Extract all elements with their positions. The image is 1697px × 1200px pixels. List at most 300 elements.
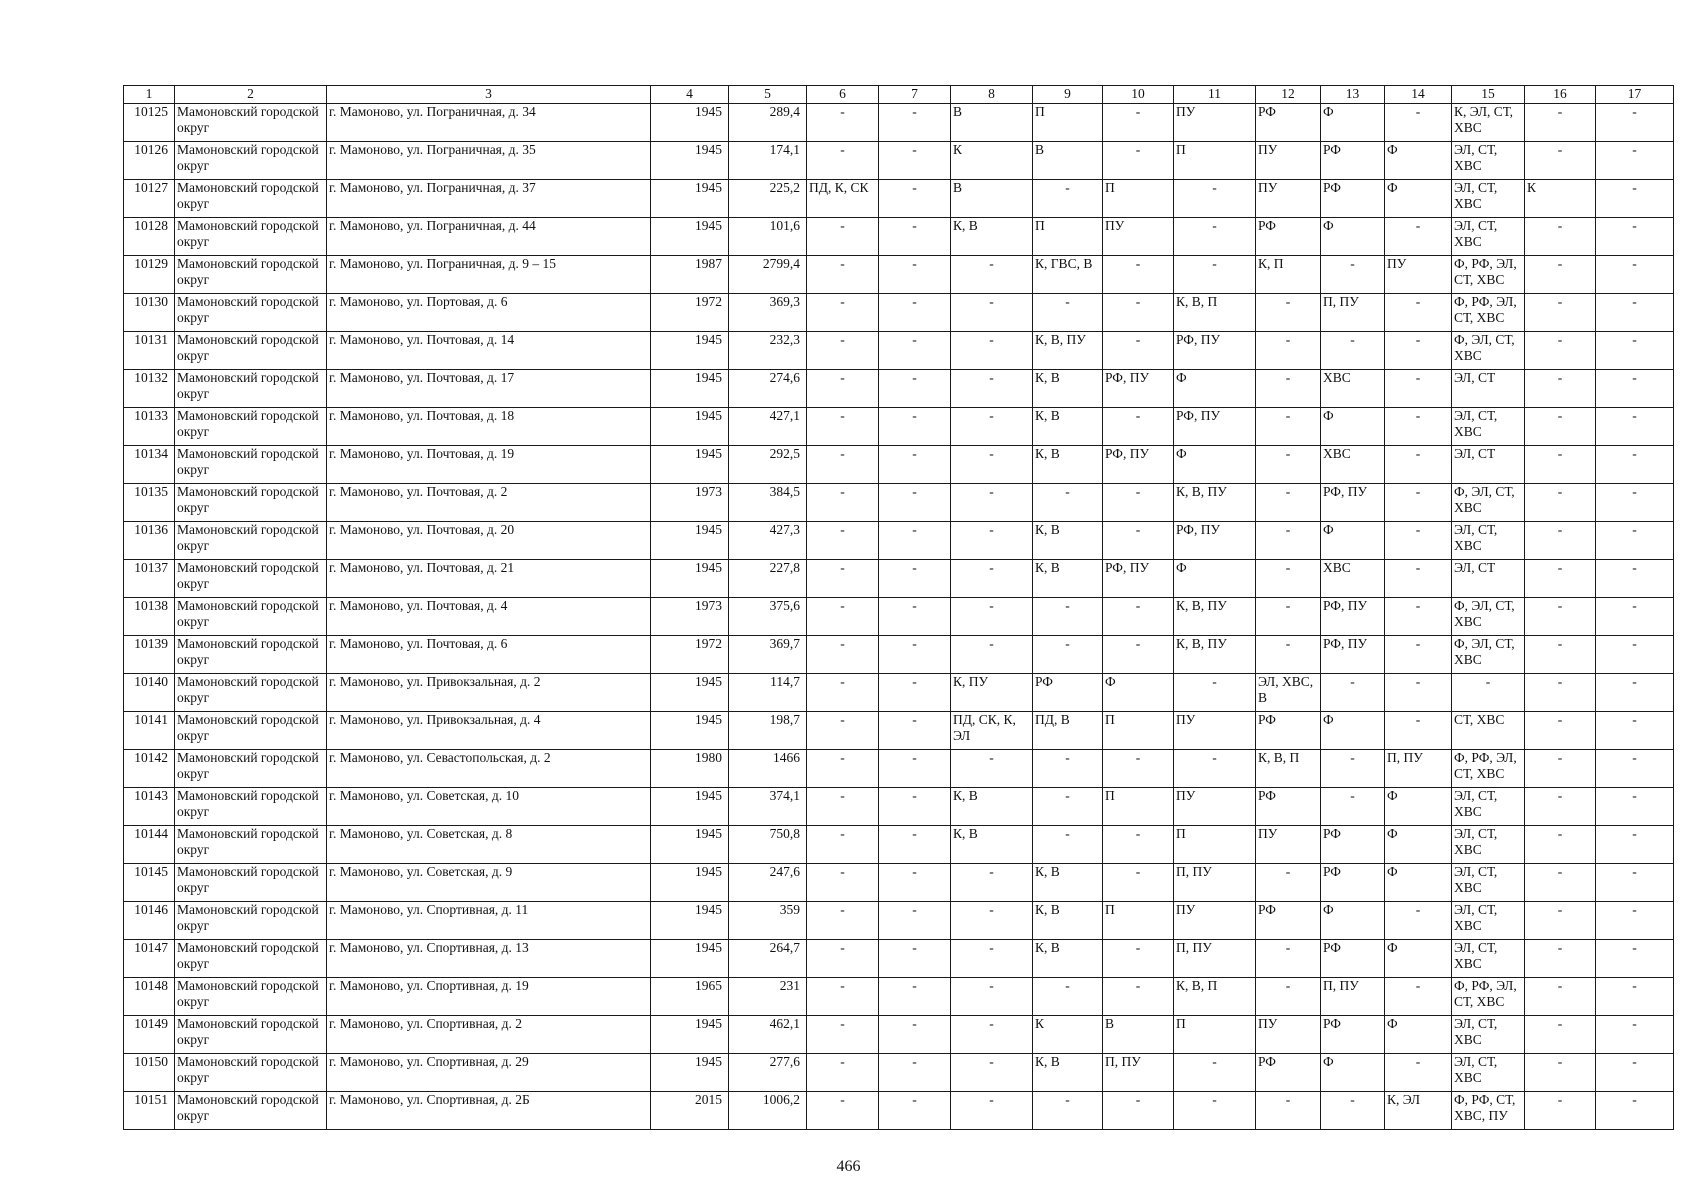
table-cell: -	[1596, 1092, 1674, 1130]
table-cell: г. Мамоново, ул. Привокзальная, д. 4	[327, 712, 651, 750]
column-header: 16	[1525, 86, 1596, 104]
table-cell: г. Мамоново, ул. Почтовая, д. 17	[327, 370, 651, 408]
table-body	[124, 104, 1674, 1130]
table-row	[124, 218, 1674, 256]
table-cell: 1945	[651, 408, 729, 446]
table-cell: 1945	[651, 902, 729, 940]
table-cell: П, ПУ	[1174, 864, 1256, 902]
table-cell: -	[1385, 598, 1452, 636]
table-row	[124, 750, 1674, 788]
table-row	[124, 256, 1674, 294]
table-cell: Мамоновский городской округ	[175, 788, 327, 826]
table-cell: К, ПУ	[951, 674, 1033, 712]
table-cell: -	[951, 446, 1033, 484]
table-cell: Мамоновский городской округ	[175, 826, 327, 864]
table-cell: -	[1256, 370, 1321, 408]
table-cell: -	[1256, 1092, 1321, 1130]
table-cell: -	[1103, 408, 1174, 446]
table-cell: -	[879, 446, 951, 484]
table-cell: ПУ	[1256, 180, 1321, 218]
table-cell: -	[1525, 826, 1596, 864]
table-cell: ЭЛ, СТ	[1452, 446, 1525, 484]
table-cell: Ф	[1385, 788, 1452, 826]
table-cell: -	[879, 598, 951, 636]
table-header-row	[124, 86, 1674, 104]
table-cell: -	[1525, 864, 1596, 902]
table-cell: г. Мамоново, ул. Почтовая, д. 2	[327, 484, 651, 522]
table-row	[124, 712, 1674, 750]
table-cell: -	[1103, 940, 1174, 978]
table-cell: В	[1033, 142, 1103, 180]
table-cell: В	[951, 104, 1033, 142]
table-cell: П	[1174, 142, 1256, 180]
table-row	[124, 598, 1674, 636]
table-cell: -	[1525, 370, 1596, 408]
table-cell: -	[879, 370, 951, 408]
table-cell: г. Мамоново, ул. Почтовая, д. 18	[327, 408, 651, 446]
table-cell: 1945	[651, 712, 729, 750]
table-row	[124, 332, 1674, 370]
table-cell: -	[807, 1092, 879, 1130]
table-cell: ЭЛ, СТ, ХВС	[1452, 826, 1525, 864]
table-cell: Ф, ЭЛ, СТ, ХВС	[1452, 484, 1525, 522]
table-row	[124, 940, 1674, 978]
table-cell: -	[879, 636, 951, 674]
table-cell: В	[951, 180, 1033, 218]
table-cell: РФ, ПУ	[1321, 598, 1385, 636]
table-cell: К, В	[1033, 560, 1103, 598]
table-cell: Мамоновский городской округ	[175, 598, 327, 636]
table-cell: 1945	[651, 104, 729, 142]
table-cell: -	[807, 142, 879, 180]
table-cell: РФ	[1256, 1054, 1321, 1092]
table-cell: -	[807, 446, 879, 484]
table-cell: -	[1103, 826, 1174, 864]
table-cell: -	[1256, 294, 1321, 332]
table-cell: -	[1596, 902, 1674, 940]
table-cell: -	[1174, 750, 1256, 788]
table-cell: -	[1596, 446, 1674, 484]
table-cell: -	[1385, 104, 1452, 142]
table-cell: -	[1321, 674, 1385, 712]
table-cell: -	[1385, 446, 1452, 484]
table-cell: 427,3	[729, 522, 807, 560]
table-cell: Мамоновский городской округ	[175, 294, 327, 332]
table-cell: ЭЛ, СТ, ХВС	[1452, 1016, 1525, 1054]
table-row	[124, 1092, 1674, 1130]
table-cell: -	[1256, 408, 1321, 446]
table-cell: 1945	[651, 826, 729, 864]
table-cell: 1987	[651, 256, 729, 294]
table-cell: 225,2	[729, 180, 807, 218]
table-cell: П	[1103, 712, 1174, 750]
table-cell: Ф, РФ, ЭЛ, СТ, ХВС	[1452, 750, 1525, 788]
column-header: 15	[1452, 86, 1525, 104]
table-cell: В	[1103, 1016, 1174, 1054]
table-cell: -	[807, 826, 879, 864]
table-cell: -	[1596, 636, 1674, 674]
table-cell: -	[879, 788, 951, 826]
table-cell: 1965	[651, 978, 729, 1016]
table-cell: ПД, К, СК	[807, 180, 879, 218]
table-cell: Мамоновский городской округ	[175, 104, 327, 142]
table-cell: К	[951, 142, 1033, 180]
table-cell: РФ	[1033, 674, 1103, 712]
table-cell: ЭЛ, СТ, ХВС	[1452, 522, 1525, 560]
table-cell: -	[807, 484, 879, 522]
table-cell: -	[1525, 408, 1596, 446]
table-cell: К, В	[1033, 1054, 1103, 1092]
table-cell: Ф, РФ, ЭЛ, СТ, ХВС	[1452, 978, 1525, 1016]
table-cell: Мамоновский городской округ	[175, 142, 327, 180]
table-cell: г. Мамоново, ул. Советская, д. 10	[327, 788, 651, 826]
table-cell: 10142	[124, 750, 175, 788]
table-cell: -	[1596, 180, 1674, 218]
table-cell: г. Мамоново, ул. Севастопольская, д. 2	[327, 750, 651, 788]
table-cell: Мамоновский городской округ	[175, 370, 327, 408]
table-cell: г. Мамоново, ул. Спортивная, д. 2Б	[327, 1092, 651, 1130]
table-cell: РФ	[1321, 180, 1385, 218]
table-cell: -	[1596, 750, 1674, 788]
column-header: 14	[1385, 86, 1452, 104]
table-cell: ЭЛ, СТ, ХВС	[1452, 940, 1525, 978]
table-cell: -	[1525, 940, 1596, 978]
table-cell: -	[951, 1054, 1033, 1092]
table-cell: -	[879, 256, 951, 294]
table-cell: К, В	[1033, 408, 1103, 446]
table-row	[124, 636, 1674, 674]
table-cell: ЭЛ, СТ, ХВС	[1452, 864, 1525, 902]
table-cell: Мамоновский городской округ	[175, 522, 327, 560]
table-cell: -	[1596, 1054, 1674, 1092]
table-cell: -	[807, 788, 879, 826]
table-cell: К, В	[951, 788, 1033, 826]
table-cell: 277,6	[729, 1054, 807, 1092]
table-cell: К, ГВС, В	[1033, 256, 1103, 294]
table-cell: -	[1596, 864, 1674, 902]
table-cell: -	[1174, 1054, 1256, 1092]
table-cell: -	[1596, 218, 1674, 256]
table-cell: 1972	[651, 294, 729, 332]
table-cell: 1945	[651, 218, 729, 256]
table-cell: К, В	[951, 218, 1033, 256]
table-cell: -	[951, 978, 1033, 1016]
table-cell: К, В, ПУ	[1174, 636, 1256, 674]
table-cell: -	[1596, 142, 1674, 180]
table-cell: -	[879, 180, 951, 218]
table-cell: П, ПУ	[1103, 1054, 1174, 1092]
table-cell: 247,6	[729, 864, 807, 902]
table-cell: г. Мамоново, ул. Советская, д. 9	[327, 864, 651, 902]
table-cell: П	[1103, 902, 1174, 940]
table-cell: -	[1321, 788, 1385, 826]
table-cell: -	[951, 560, 1033, 598]
table-cell: г. Мамоново, ул. Портовая, д. 6	[327, 294, 651, 332]
table-cell: -	[1256, 332, 1321, 370]
table-cell: -	[951, 940, 1033, 978]
table-cell: -	[879, 560, 951, 598]
table-cell: П, ПУ	[1321, 294, 1385, 332]
table-cell: г. Мамоново, ул. Привокзальная, д. 2	[327, 674, 651, 712]
table-cell: -	[1033, 294, 1103, 332]
table-cell: -	[1525, 788, 1596, 826]
column-header: 11	[1174, 86, 1256, 104]
table-cell: -	[1385, 1054, 1452, 1092]
table-cell: ПД, В	[1033, 712, 1103, 750]
table-cell: -	[1385, 332, 1452, 370]
table-cell: -	[1033, 750, 1103, 788]
table-cell: 10126	[124, 142, 175, 180]
table-row	[124, 902, 1674, 940]
table-cell: Мамоновский городской округ	[175, 902, 327, 940]
table-cell: Мамоновский городской округ	[175, 560, 327, 598]
table-cell: г. Мамоново, ул. Почтовая, д. 21	[327, 560, 651, 598]
table-cell: 10134	[124, 446, 175, 484]
table-cell: 231	[729, 978, 807, 1016]
table-cell: Ф, РФ, ЭЛ, СТ, ХВС	[1452, 294, 1525, 332]
table-cell: -	[1103, 750, 1174, 788]
table-cell: 114,7	[729, 674, 807, 712]
column-header: 6	[807, 86, 879, 104]
table-cell: ПУ	[1174, 104, 1256, 142]
table-cell: РФ, ПУ	[1103, 370, 1174, 408]
column-header: 17	[1596, 86, 1674, 104]
table-cell: -	[879, 104, 951, 142]
table-cell: ЭЛ, СТ, ХВС	[1452, 902, 1525, 940]
table-cell: -	[807, 218, 879, 256]
table-cell: РФ	[1321, 142, 1385, 180]
table-cell: ЭЛ, ХВС, В	[1256, 674, 1321, 712]
table-cell: Мамоновский городской округ	[175, 864, 327, 902]
table-cell: Ф	[1385, 1016, 1452, 1054]
table-cell: г. Мамоново, ул. Спортивная, д. 2	[327, 1016, 651, 1054]
table-cell: 384,5	[729, 484, 807, 522]
table-cell: Ф	[1103, 674, 1174, 712]
table-cell: г. Мамоново, ул. Пограничная, д. 34	[327, 104, 651, 142]
table-cell: РФ	[1256, 104, 1321, 142]
table-cell: 198,7	[729, 712, 807, 750]
table-cell: -	[1385, 560, 1452, 598]
table-cell: -	[951, 522, 1033, 560]
table-cell: -	[1525, 750, 1596, 788]
table-cell: 10128	[124, 218, 175, 256]
table-cell: Ф	[1385, 826, 1452, 864]
table-cell: Мамоновский городской округ	[175, 674, 327, 712]
table-cell: Мамоновский городской округ	[175, 636, 327, 674]
table-cell: г. Мамоново, ул. Спортивная, д. 11	[327, 902, 651, 940]
table-cell: Ф	[1321, 104, 1385, 142]
table-cell: 10138	[124, 598, 175, 636]
table-cell: 369,3	[729, 294, 807, 332]
table-cell: ХВС	[1321, 370, 1385, 408]
table-cell: -	[1033, 1092, 1103, 1130]
table-cell: Мамоновский городской округ	[175, 940, 327, 978]
table-cell: 10150	[124, 1054, 175, 1092]
table-cell: 10147	[124, 940, 175, 978]
column-header: 9	[1033, 86, 1103, 104]
table-cell: -	[1103, 294, 1174, 332]
table-cell: 1945	[651, 142, 729, 180]
table-cell: 10127	[124, 180, 175, 218]
table-cell: 1945	[651, 332, 729, 370]
table-cell: РФ	[1321, 826, 1385, 864]
table-cell: -	[1525, 256, 1596, 294]
table-cell: -	[807, 978, 879, 1016]
table-cell: -	[1256, 940, 1321, 978]
table-cell: Ф	[1385, 180, 1452, 218]
table-cell: К, В	[1033, 902, 1103, 940]
table-row	[124, 674, 1674, 712]
table-cell: -	[1525, 446, 1596, 484]
table-row	[124, 484, 1674, 522]
table-cell: г. Мамоново, ул. Почтовая, д. 4	[327, 598, 651, 636]
table-cell: -	[1103, 1092, 1174, 1130]
table-cell: К, В, ПУ	[1174, 598, 1256, 636]
table-cell: 10144	[124, 826, 175, 864]
table-cell: -	[951, 636, 1033, 674]
table-cell: -	[807, 1016, 879, 1054]
column-header: 8	[951, 86, 1033, 104]
table-cell: -	[1596, 560, 1674, 598]
table-cell: -	[1596, 294, 1674, 332]
table-cell: 750,8	[729, 826, 807, 864]
table-cell: -	[1174, 218, 1256, 256]
table-cell: -	[1385, 218, 1452, 256]
table-cell: -	[1174, 1092, 1256, 1130]
table-cell: -	[1596, 408, 1674, 446]
table-cell: 1980	[651, 750, 729, 788]
table-cell: 10135	[124, 484, 175, 522]
table-cell: П	[1033, 218, 1103, 256]
table-cell: г. Мамоново, ул. Пограничная, д. 44	[327, 218, 651, 256]
table-cell: Ф	[1321, 218, 1385, 256]
table-cell: -	[879, 978, 951, 1016]
table-cell: К	[1525, 180, 1596, 218]
table-cell: ЭЛ, СТ, ХВС	[1452, 1054, 1525, 1092]
table-cell: -	[1596, 940, 1674, 978]
table-row	[124, 446, 1674, 484]
table-cell: ЭЛ, СТ, ХВС	[1452, 788, 1525, 826]
table-cell: -	[1525, 484, 1596, 522]
table-cell: Ф	[1321, 712, 1385, 750]
table-cell: -	[1525, 978, 1596, 1016]
page-number: 466	[836, 1158, 861, 1175]
table-cell: П, ПУ	[1385, 750, 1452, 788]
table-row	[124, 864, 1674, 902]
table-cell: ХВС	[1321, 446, 1385, 484]
table-cell: -	[807, 864, 879, 902]
table-row	[124, 560, 1674, 598]
table-cell: г. Мамоново, ул. Почтовая, д. 14	[327, 332, 651, 370]
table-cell: ПУ	[1174, 712, 1256, 750]
table-cell: -	[879, 142, 951, 180]
table-cell: РФ, ПУ	[1174, 408, 1256, 446]
table-cell: К, В	[951, 826, 1033, 864]
table-cell: -	[807, 712, 879, 750]
table-cell: Ф	[1321, 902, 1385, 940]
table-cell: г. Мамоново, ул. Спортивная, д. 19	[327, 978, 651, 1016]
table-cell: Ф	[1385, 142, 1452, 180]
table-cell: 10130	[124, 294, 175, 332]
table-cell: П, ПУ	[1174, 940, 1256, 978]
table-cell: -	[1596, 712, 1674, 750]
column-header: 12	[1256, 86, 1321, 104]
table-row	[124, 826, 1674, 864]
table-cell: -	[1174, 256, 1256, 294]
table-cell: -	[879, 1092, 951, 1130]
table-cell: ПУ	[1174, 902, 1256, 940]
table-cell: г. Мамоново, ул. Пограничная, д. 35	[327, 142, 651, 180]
table-cell: -	[951, 1016, 1033, 1054]
table-cell: ПД, СК, К, ЭЛ	[951, 712, 1033, 750]
table-cell: г. Мамоново, ул. Спортивная, д. 29	[327, 1054, 651, 1092]
table-cell: ЭЛ, СТ	[1452, 560, 1525, 598]
table-cell: ЭЛ, СТ	[1452, 370, 1525, 408]
table-cell: 10146	[124, 902, 175, 940]
table-cell: К, В, П	[1174, 294, 1256, 332]
table-cell: -	[1385, 408, 1452, 446]
table-cell: -	[807, 370, 879, 408]
table-cell: РФ	[1321, 864, 1385, 902]
table-cell: 174,1	[729, 142, 807, 180]
table-cell: -	[879, 408, 951, 446]
table-cell: -	[951, 750, 1033, 788]
table-cell: ЭЛ, СТ, ХВС	[1452, 142, 1525, 180]
table-cell: -	[1596, 978, 1674, 1016]
table-cell: К, В	[1033, 522, 1103, 560]
table-row	[124, 522, 1674, 560]
table-cell: К, В	[1033, 446, 1103, 484]
table-cell: -	[1525, 1054, 1596, 1092]
table-cell: -	[1256, 864, 1321, 902]
table-cell: -	[807, 902, 879, 940]
table-cell: -	[1103, 636, 1174, 674]
table-cell: Ф	[1321, 408, 1385, 446]
table-cell: 292,5	[729, 446, 807, 484]
table-row	[124, 370, 1674, 408]
table-cell: Мамоновский городской округ	[175, 446, 327, 484]
table-cell: -	[951, 370, 1033, 408]
table-cell: -	[1321, 332, 1385, 370]
table-cell: -	[1596, 104, 1674, 142]
table-cell: 10125	[124, 104, 175, 142]
table-cell: -	[1596, 826, 1674, 864]
table-cell: -	[1596, 370, 1674, 408]
table-row	[124, 1016, 1674, 1054]
table-cell: 375,6	[729, 598, 807, 636]
table-row	[124, 104, 1674, 142]
table-cell: -	[1385, 294, 1452, 332]
table-cell: -	[1256, 446, 1321, 484]
table-cell: 1973	[651, 484, 729, 522]
table-cell: РФ, ПУ	[1321, 636, 1385, 674]
table-cell: РФ	[1256, 788, 1321, 826]
table-cell: -	[1385, 902, 1452, 940]
table-row	[124, 978, 1674, 1016]
table-cell: -	[1103, 978, 1174, 1016]
table-cell: г. Мамоново, ул. Почтовая, д. 19	[327, 446, 651, 484]
table-cell: П, ПУ	[1321, 978, 1385, 1016]
table-cell: -	[1525, 104, 1596, 142]
table-cell: 1945	[651, 180, 729, 218]
table-cell: -	[1385, 636, 1452, 674]
table-cell: РФ, ПУ	[1103, 560, 1174, 598]
table-cell: П	[1033, 104, 1103, 142]
table-cell: ЭЛ, СТ, ХВС	[1452, 180, 1525, 218]
table-cell: Мамоновский городской округ	[175, 978, 327, 1016]
table-cell: -	[1321, 256, 1385, 294]
table-cell: -	[1103, 142, 1174, 180]
